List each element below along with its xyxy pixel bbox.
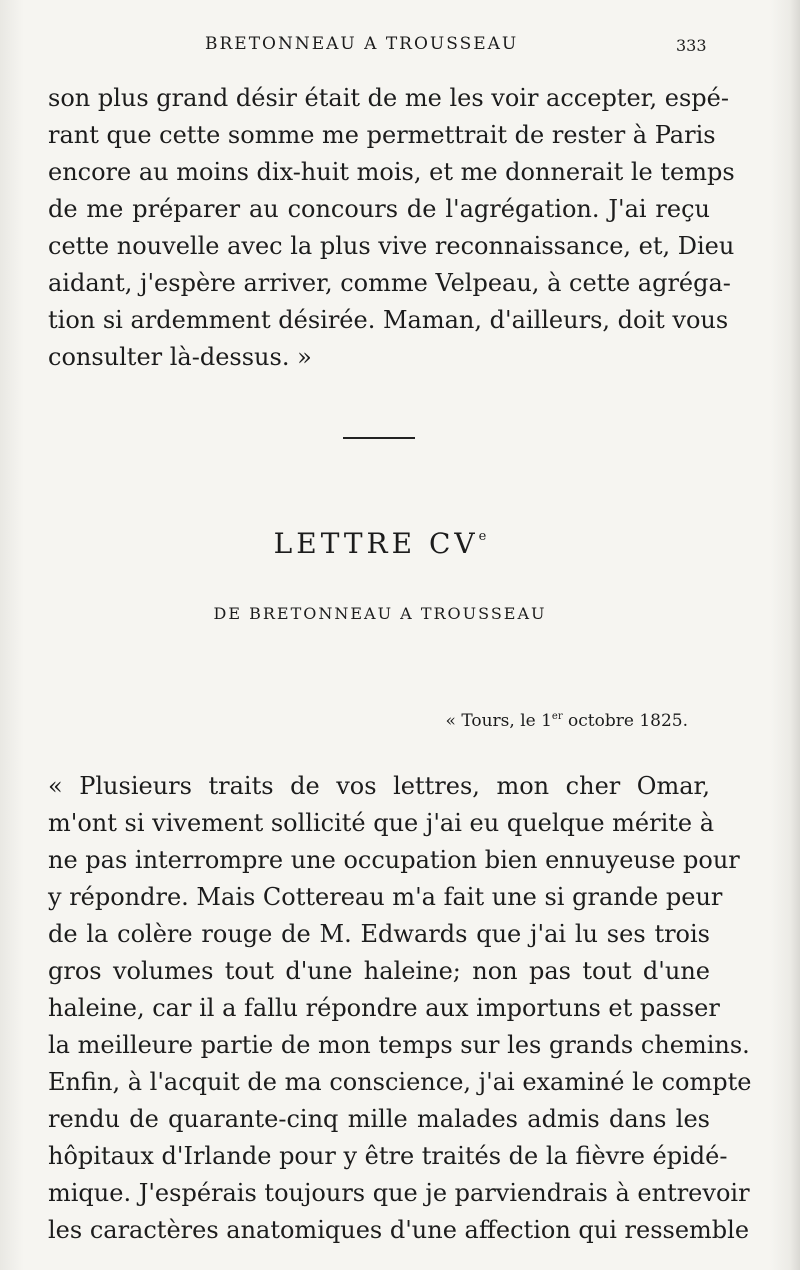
text-line: de me préparer au concours de l'agrégation. J'ai reçu	[48, 195, 710, 223]
running-head	[0, 30, 800, 60]
text-line: tion si ardemment désirée. Maman, d'ailleurs, doit vous	[48, 306, 729, 334]
text-line: aidant, j'espère arriver, comme Velpeau, à cette agréga-	[48, 269, 731, 297]
text-line: y répondre. Mais Cottereau m'a fait une si grande peur	[48, 883, 723, 911]
section-divider	[343, 437, 415, 439]
page-number: 333	[676, 36, 707, 55]
running-title: BRETONNEAU A TROUSSEAU	[205, 34, 519, 54]
text-line: ne pas interrompre une occupation bien ennuyeuse pour	[48, 846, 740, 874]
dateline-start: « Tours, le 1	[445, 711, 552, 731]
dateline	[446, 711, 688, 731]
text-line: Enfin, à l'acquit de ma conscience, j'ai examiné le compte	[48, 1068, 752, 1096]
text-line: consulter là-dessus. »	[48, 343, 312, 371]
text-line: de la colère rouge de M. Edwards que j'ai lu ses trois	[48, 920, 710, 948]
letter-title	[0, 527, 760, 560]
letter-title-text: LETTRE CV	[273, 527, 479, 560]
text-line: haleine, car il a fallu répondre aux importuns et passer	[48, 994, 720, 1022]
text-line: les caractères anatomiques d'une affection qui ressemble	[48, 1216, 750, 1244]
text-line: gros volumes tout d'une haleine; non pas tout d'une	[48, 957, 710, 985]
text-line: rendu de quarante-cinq mille malades admis dans les	[48, 1105, 710, 1133]
letter-subtitle: DE BRETONNEAU A TROUSSEAU	[213, 604, 547, 623]
dateline-sup: er	[551, 711, 563, 722]
text-line: cette nouvelle avec la plus vive reconnaissance, et, Dieu	[48, 232, 735, 260]
dateline-end: octobre 1825.	[562, 711, 688, 731]
letter-title-sup: e	[478, 529, 487, 544]
text-line: hôpitaux d'Irlande pour y être traités de la fièvre épidé-	[48, 1142, 728, 1170]
text-line: « Plusieurs traits de vos lettres, mon cher Omar,	[48, 772, 710, 800]
text-line: encore au moins dix-huit mois, et me donnerait le temps	[48, 158, 735, 186]
text-line: m'ont si vivement sollicité que j'ai eu quelque mérite à	[48, 809, 715, 837]
text-line: mique. J'espérais toujours que je parviendrais à entrevoir	[48, 1179, 750, 1207]
text-line: rant que cette somme me permettrait de rester à Paris	[48, 121, 716, 149]
paragraph-1	[48, 80, 735, 376]
text-line: la meilleure partie de mon temps sur les grands chemins.	[48, 1031, 750, 1059]
text-line: son plus grand désir était de me les voir accepter, espé-	[48, 84, 729, 112]
paragraph-2	[48, 768, 752, 1249]
